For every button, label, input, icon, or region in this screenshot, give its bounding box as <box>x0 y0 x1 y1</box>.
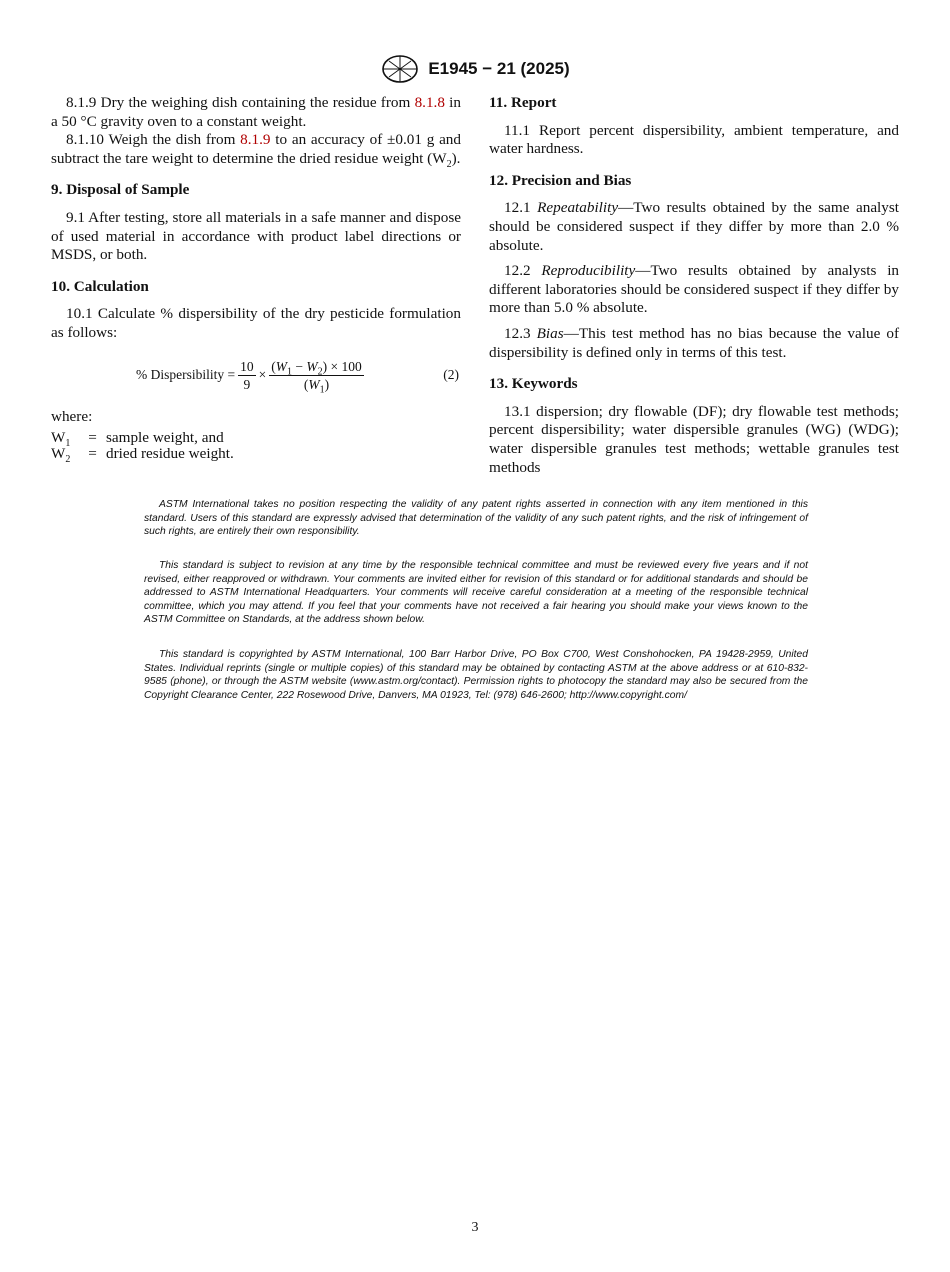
page-number: 3 <box>471 1220 479 1235</box>
document-id: E1945 − 21 (2025) <box>428 59 570 78</box>
paragraph-12-2: 12.2 Reproducibility—Two results obtained by analysts in different laboratories should be considered suspect if they differ by more than 5.0 % absolute. <box>489 262 900 317</box>
variable-definition-w1: $W_1$ = sample weight, and <box>51 429 224 450</box>
variable-definition-w2: $W_2$ = dried residue weight. <box>51 445 234 466</box>
paragraph-12-1: 12.1 Repeatability—Two results obtained by the same analyst should be considered suspect if they differ by more than 2.0 % absolute. <box>489 199 899 254</box>
right-column <box>489 94 899 477</box>
left-column <box>51 94 461 466</box>
paragraph-9-1: 9.1 After testing, store all materials in a safe manner and dispose of used material in accordance with product label directions or MSDS, or both. <box>51 208 461 264</box>
main-fraction: $\frac{(W_1 - W_2) \times 100}{(W_1)}$ <box>271 359 362 396</box>
where-label: where: <box>51 407 93 425</box>
section-heading-12: 12. Precision and Bias <box>489 171 632 189</box>
section-link-8-1-9[interactable]: 8.1.9 <box>240 131 271 149</box>
paragraph-8-1-9: 8.1.9 Dry the weighing dish containing the residue from 8.1.8 in a 50 °C gravity oven to a constant weight. <box>51 94 461 130</box>
paragraph-11-1: 11.1 Report percent dispersibility, ambient temperature, and water hardness. <box>489 121 899 158</box>
section-heading-13: 13. Keywords <box>489 375 578 393</box>
section-heading-9: 9. Disposal of Sample <box>51 181 190 199</box>
section-heading-10: 10. Calculation <box>51 277 149 295</box>
patent-notice: ASTM International takes no position respecting the validity of any patent rights asserted in connection with any item mentioned in this standard. Users of this standard are expressly advised that determination of the validity of any such patent rights, and the risk of infringement of such rights, are entirely their own responsibility. <box>144 499 808 538</box>
dispersibility-equation: % Dispersibility = $\frac{10}{9}$ × $\frac{(W_1 - W_2) \times 100}{(W_1)}$ (2) <box>136 359 459 396</box>
equation-lhs: % Dispersibility = <box>136 367 236 383</box>
revision-notice: This standard is subject to revision at any time by the responsible technical committee and must be reviewed every five years and if not revised, either reapproved or withdrawn. Your comments are invited either for revision of this standard or for additional standards and should be addressed to ASTM International Headquarters. Your comments will receive careful consideration at a meeting of the responsible technical committee, which you may attend. If you feel that your comments have not received a fair hearing you should make your views known to the ASTM Committee on Standards, at the address shown below. <box>144 560 808 626</box>
paragraph-10-1: 10.1 Calculate % dispersibility of the dry pesticide formulation as follows: <box>51 305 461 341</box>
page-header <box>0 52 950 86</box>
section-heading-11: 11. Report <box>489 94 557 111</box>
equation-number: (2) <box>443 367 459 383</box>
paragraph-8-1-10: 8.1.10 Weigh the dish from 8.1.9 to an accuracy of ±0.01 g and subtract the tare weight to determine the dried residue weight $(W_2)$. <box>51 131 461 170</box>
copyright-notice: This standard is copyrighted by ASTM International, 100 Barr Harbor Drive, PO Box C700, West Conshohocken, PA 19428-2959, United States. Individual reprints (single or multiple copies) of this standard may be obtained by contacting ASTM at the above address or at 610-832-9585 (phone), or through the ASTM website (www.astm.org/contact). Permission rights to photocopy the standard may also be secured from the Copyright Clearance Center, 222 Rosewood Drive, Danvers, MA 01923, Tel: (978) 646-2600; http://www.copyright.com/ <box>144 649 808 701</box>
paragraph-13-1: 13.1 dispersion; dry flowable (DF); dry flowable test methods; percent dispersibility; water dispersible granules (WG) (WDG); water dispersible granules test methods; wettable granules test methods <box>489 402 899 476</box>
astm-logo-icon <box>380 53 420 85</box>
coefficient-fraction: $\frac{10}{9}$ <box>240 359 254 393</box>
section-link-8-1-8[interactable]: 8.1.8 <box>414 94 445 111</box>
paragraph-12-3: 12.3 Bias—This test method has no bias because the value of dispersibility is defined only in terms of this test. <box>489 324 900 361</box>
